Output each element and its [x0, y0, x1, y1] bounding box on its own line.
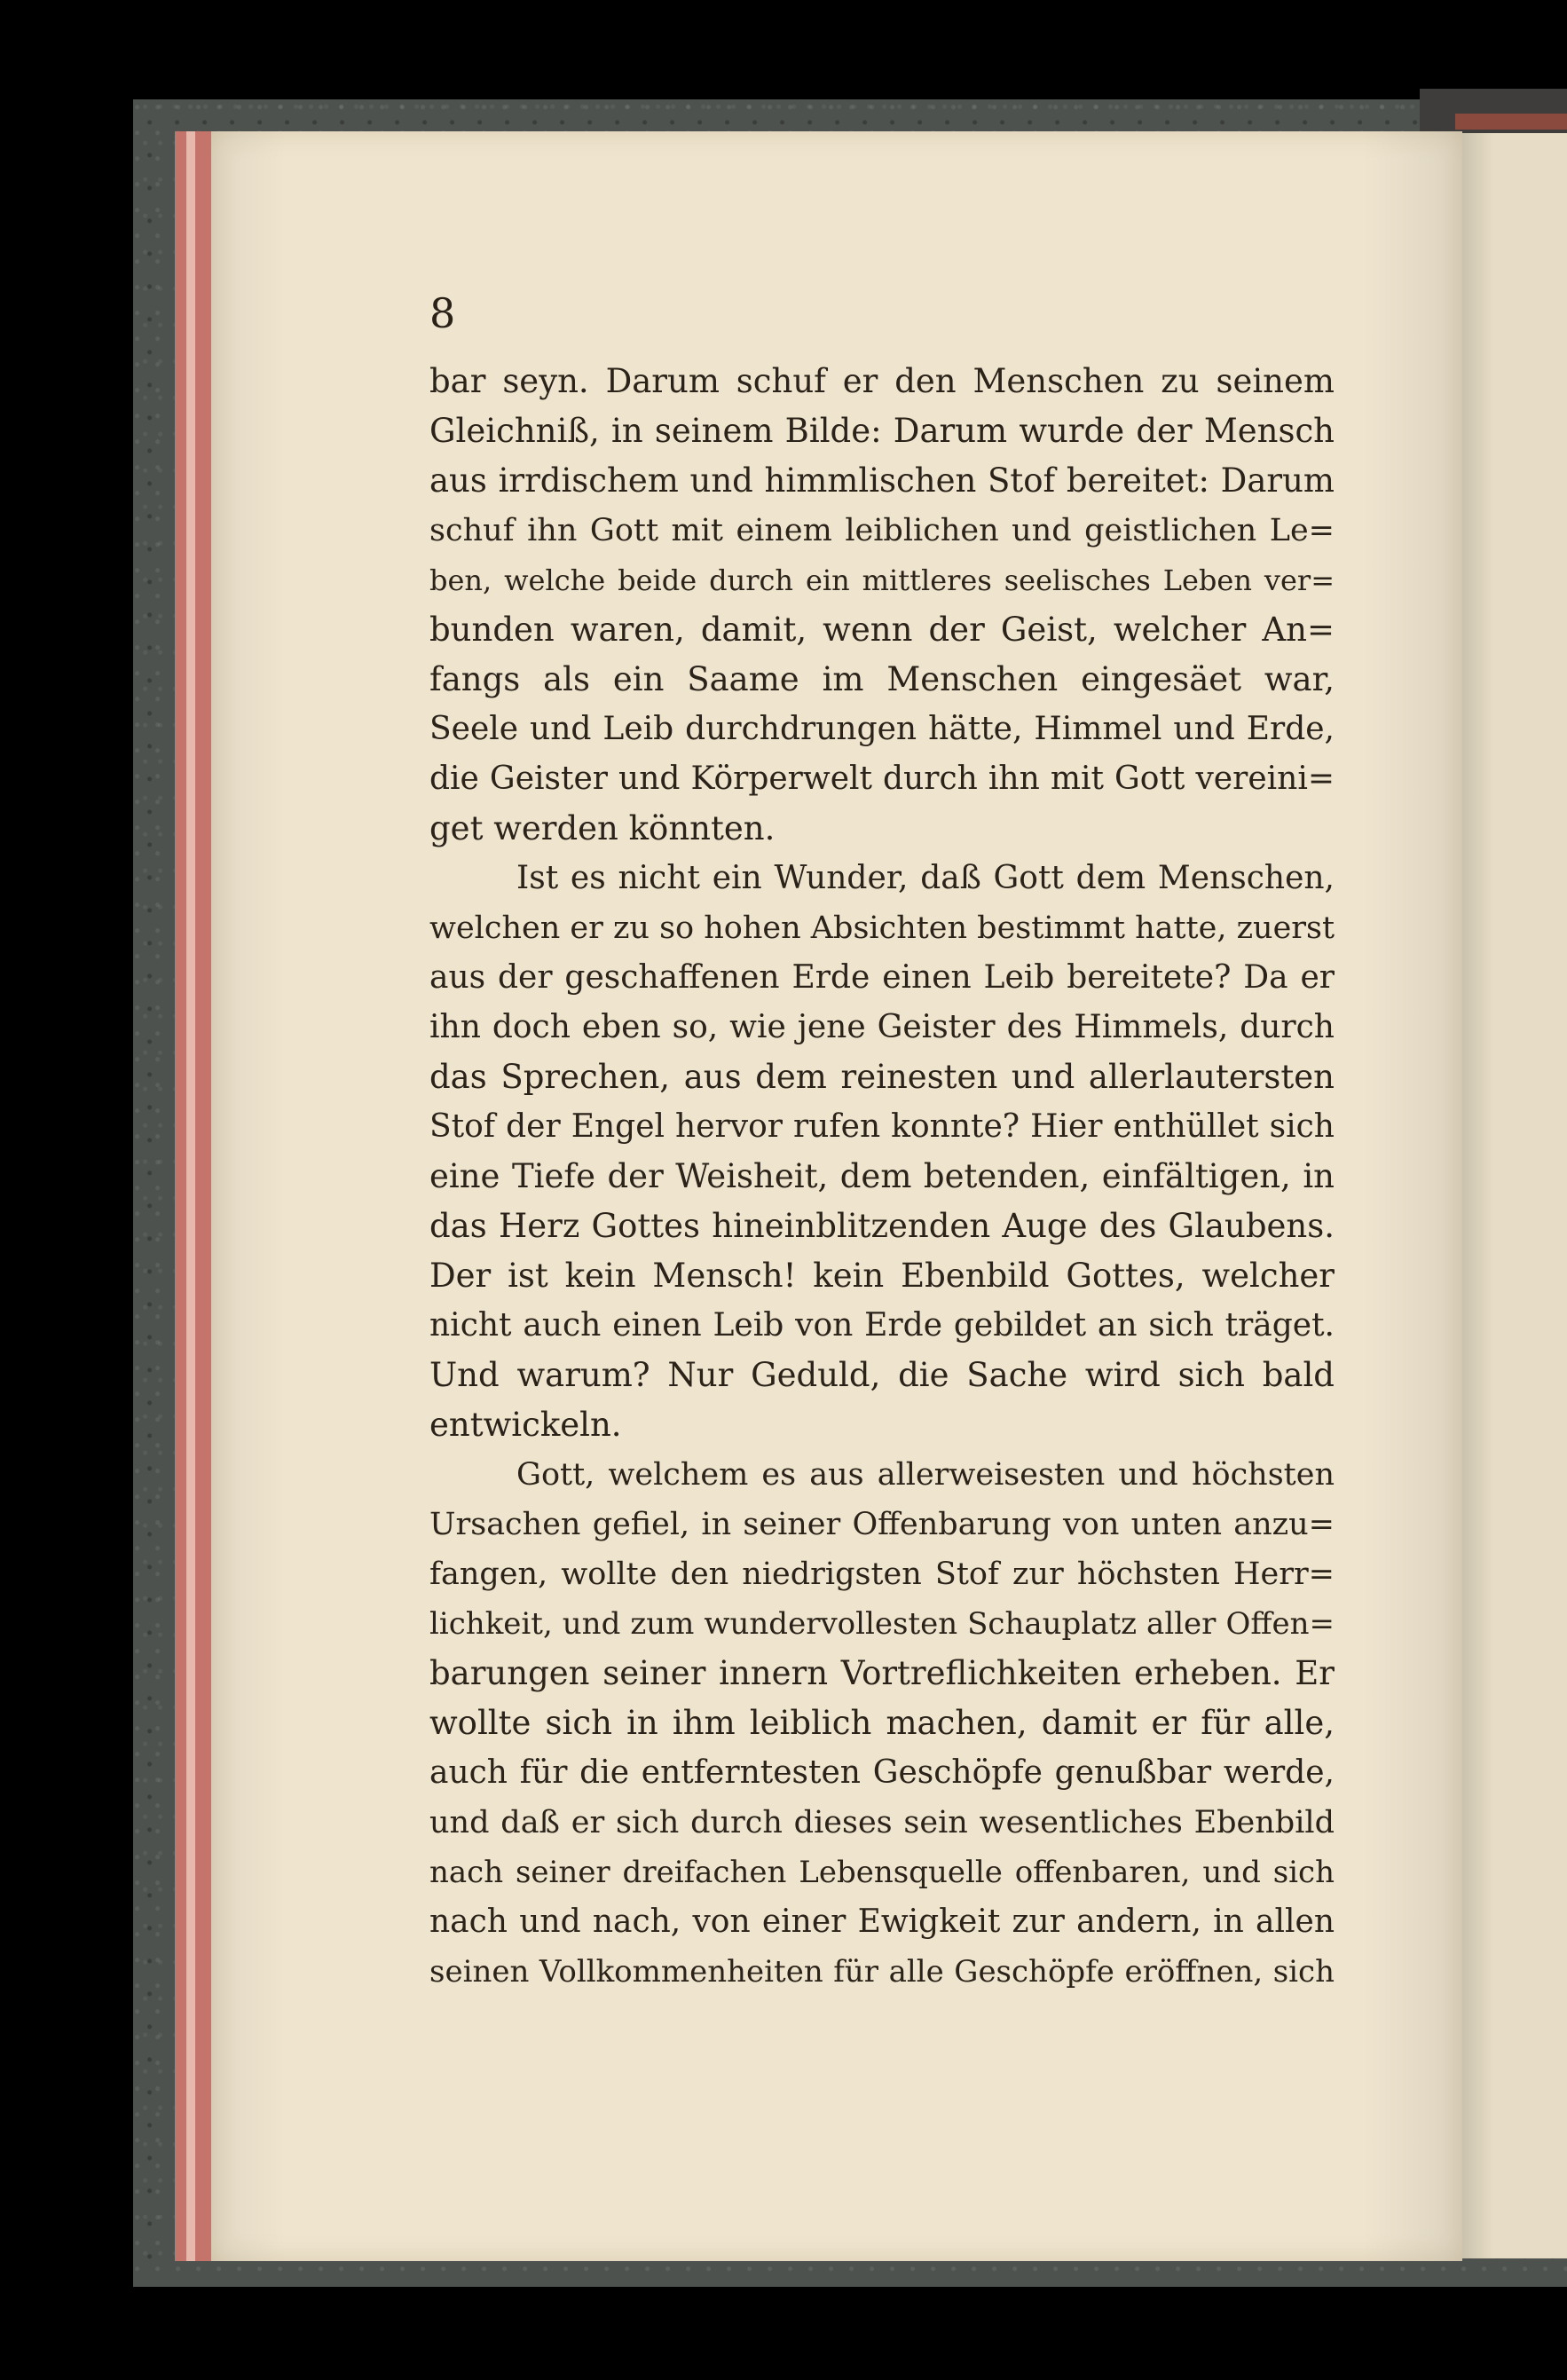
- text-line: bunden waren, damit, wenn der Geist, welcher An=: [429, 611, 1335, 649]
- text-line: und daß er sich durch dieses sein wesentliches Ebenbild: [429, 1805, 1335, 1840]
- text-line: Der ist kein Mensch! kein Ebenbild Gottes, welcher: [429, 1257, 1335, 1295]
- text-line: Ist es nicht ein Wunder, daß Gott dem Menschen,: [516, 860, 1335, 896]
- text-line: wollte sich in ihm leiblich machen, damit er für alle,: [429, 1704, 1335, 1742]
- text-line: barungen seiner innern Vortreflichkeiten erheben. Er: [429, 1654, 1335, 1692]
- text-line: ihn doch eben so, wie jene Geister des Himmels, durch: [429, 1009, 1335, 1045]
- body-text: [429, 357, 1335, 1997]
- red-page-edge-highlight: [186, 131, 195, 2261]
- book-cover-red-edge: [1455, 114, 1567, 130]
- facing-page-edge: [1462, 133, 1567, 2258]
- text-line: aus der geschaffenen Erde einen Leib bereitete? Da er: [429, 959, 1335, 996]
- text-line: das Herz Gottes hineinblitzenden Auge des Glaubens.: [429, 1207, 1335, 1245]
- text-line: Gleichniß, in seinem Bilde: Darum wurde der Mensch: [429, 412, 1335, 450]
- text-line: Gott, welchem es aus allerweisesten und höchsten: [516, 1457, 1335, 1493]
- text-line: bar seyn. Darum schuf er den Menschen zu seinem: [429, 362, 1335, 400]
- text-line: das Sprechen, aus dem reinesten und allerlautersten: [429, 1058, 1335, 1096]
- page-number: 8: [429, 289, 456, 337]
- text-line: Seele und Leib durchdrungen hätte, Himmel und Erde,: [429, 711, 1335, 747]
- text-line: welchen er zu so hohen Absichten bestimmt hatte, zuerst: [429, 910, 1335, 946]
- text-line: fangen, wollte den niedrigsten Stof zur höchsten Herr=: [429, 1556, 1335, 1592]
- text-line: aus irrdischem und himmlischen Stof bereitet: Darum: [429, 461, 1335, 500]
- text-line: Ursachen gefiel, in seiner Offenbarung von unten anzu=: [429, 1507, 1335, 1542]
- text-line: get werden könnten.: [429, 809, 776, 847]
- text-line: nach und nach, von einer Ewigkeit zur andern, in allen: [429, 1903, 1335, 1940]
- text-line: lichkeit, und zum wundervollesten Schauplatz aller Offen=: [429, 1606, 1335, 1642]
- text-line: entwickeln.: [429, 1406, 622, 1444]
- text-line: schuf ihn Gott mit einem leiblichen und geistlichen Le=: [429, 513, 1335, 548]
- text-line: die Geister und Körperwelt durch ihn mit Gott vereini=: [429, 760, 1335, 797]
- text-line: nach seiner dreifachen Lebensquelle offenbaren, und sich: [429, 1855, 1335, 1890]
- text-line: Und warum? Nur Geduld, die Sache wird sich bald: [429, 1356, 1335, 1394]
- text-line: fangs als ein Saame im Menschen eingesäet war,: [429, 660, 1335, 698]
- text-line: nicht auch einen Leib von Erde gebildet an sich träget.: [429, 1307, 1335, 1344]
- text-line: seinen Vollkommenheiten für alle Geschöpfe eröffnen, sich: [429, 1954, 1335, 1990]
- text-line: eine Tiefe der Weisheit, dem betenden, einfältigen, in: [429, 1157, 1335, 1195]
- text-line: Stof der Engel hervor rufen konnte? Hier enthüllet sich: [429, 1108, 1335, 1145]
- text-line: auch für die entferntesten Geschöpfe genußbar werde,: [429, 1754, 1335, 1791]
- text-line: ben, welche beide durch ein mittleres seelisches Leben ver=: [429, 563, 1335, 597]
